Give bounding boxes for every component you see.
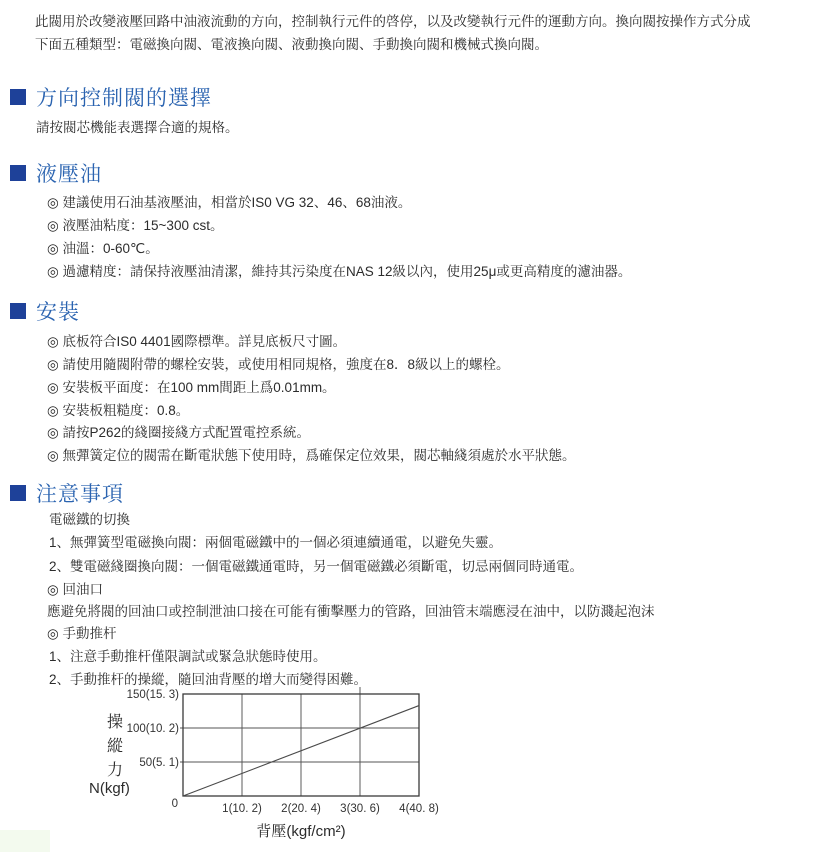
intro-paragraph	[35, 10, 807, 56]
chart-ylabel-unit: N(kgf)	[89, 780, 130, 797]
section-bullet-square-icon	[10, 303, 26, 319]
list-item: 2、雙電磁綫圈換向閥：一個電磁鐵通電時，另一個電磁鐵必須斷電，切忌兩個同時通電。	[49, 559, 584, 574]
svg-text:100(10. 2): 100(10. 2)	[126, 723, 179, 735]
list-item: ◎ 無彈簧定位的閥需在斷電狀態下使用時，爲確保定位效果，閥芯軸綫須處於水平狀態。	[47, 448, 576, 463]
list-item: ◎ 過濾精度：請保持液壓油清潔，維持其污染度在NAS 12級以內，使用25μ或更高精度的濾油器。	[47, 264, 632, 279]
svg-text:2(20. 4): 2(20. 4)	[281, 803, 321, 815]
list-item: ◎ 回油口	[47, 582, 104, 597]
chart-ylabel-char: 力	[107, 762, 124, 779]
list-item: ◎ 請使用隨閥附帶的螺栓安裝，或使用相同規格，強度在8．8級以上的螺栓。	[47, 357, 510, 372]
svg-text:1(10. 2): 1(10. 2)	[222, 803, 262, 815]
section-title: 安裝	[36, 301, 80, 324]
svg-text:150(15. 3): 150(15. 3)	[126, 689, 179, 701]
list-item: ◎ 安裝板粗糙度：0.8。	[47, 403, 190, 418]
list-item: ◎ 底板符合IS0 4401國際標準。詳見底板尺寸圖。	[47, 334, 347, 349]
page-corner-tint	[0, 830, 50, 852]
section-title: 注意事項	[36, 483, 124, 506]
list-item: 2、手動推杆的操縱，隨回油背壓的增大而變得困難。	[49, 672, 368, 687]
list-item: ◎ 液壓油粘度：15~300 cst。	[47, 218, 224, 233]
list-item: 電磁鐵的切換	[49, 512, 130, 527]
list-item: ◎ 油溫：0-60℃。	[47, 241, 159, 256]
force-vs-backpressure-chart	[85, 683, 585, 852]
section-title: 方向控制閥的選擇	[36, 87, 212, 110]
section-body-line: 請按閥芯機能表選擇合適的規格。	[36, 120, 239, 135]
section-heading-precautions	[10, 480, 124, 506]
section-bullet-square-icon	[10, 485, 26, 501]
list-item: ◎ 請按P262的綫圈接綫方式配置電控系統。	[47, 425, 311, 440]
section-bullet-square-icon	[10, 89, 26, 105]
intro-line-1: 此閥用於改變液壓回路中油液流動的方向，控制執行元件的啓停，以及改變執行元件的運動方向。換向閥按操作方式分成	[35, 14, 751, 29]
list-item: 1、無彈簧型電磁換向閥：兩個電磁鐵中的一個必須連續通電，以避免失靈。	[49, 535, 503, 550]
intro-line-2: 下面五種類型：電磁換向閥、電液換向閥、液動換向閥、手動換向閥和機械式換向閥。	[35, 37, 548, 52]
list-item: ◎ 安裝板平面度：在100 mm間距上爲0.01mm。	[47, 380, 336, 395]
list-item: ◎ 手動推杆	[47, 626, 117, 641]
list-item: 1、注意手動推杆僅限調試或緊急狀態時使用。	[49, 649, 327, 664]
section-heading-installation	[10, 298, 80, 324]
chart-xlabel: 背壓(kgf/cm²)	[256, 823, 346, 840]
section-heading-valve-selection	[10, 84, 212, 110]
chart-ylabel-char: 縱	[107, 738, 124, 755]
svg-text:4(40. 8): 4(40. 8)	[399, 803, 439, 815]
chart-ylabel-char: 操	[107, 714, 124, 731]
list-item: 應避免將閥的回油口或控制泄油口接在可能有衝擊壓力的管路，回油管末端應浸在油中，以防濺起泡沫	[47, 604, 655, 619]
section-title: 液壓油	[36, 163, 102, 186]
section-bullet-square-icon	[10, 165, 26, 181]
svg-text:50(5. 1): 50(5. 1)	[139, 757, 179, 769]
svg-text:3(30. 6): 3(30. 6)	[340, 803, 380, 815]
svg-text:0: 0	[171, 798, 178, 810]
section-heading-hydraulic-oil	[10, 160, 102, 186]
list-item: ◎ 建議使用石油基液壓油，相當於IS0 VG 32、46、68油液。	[47, 195, 412, 210]
